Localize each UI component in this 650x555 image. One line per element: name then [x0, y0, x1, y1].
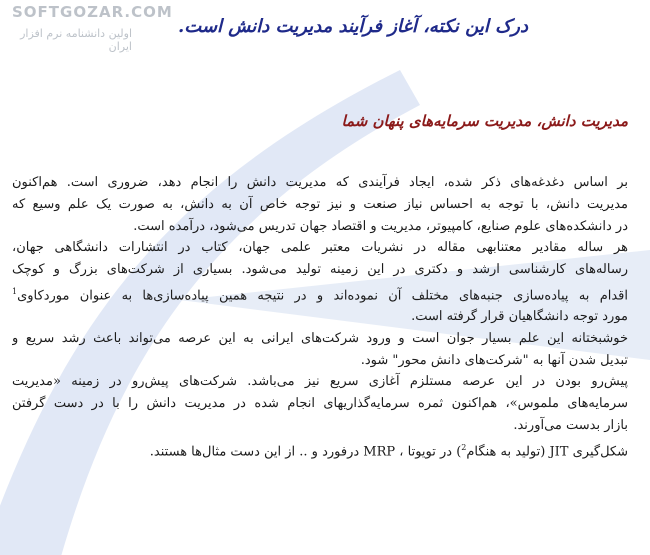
body-line: بر اساس دغدغه‌های ذکر شده، ایجاد فرآیندی که مدیریت دانش را انجام دهد، ضروری است. هم‌اکنون	[12, 175, 628, 190]
body-line: رساله‌های کارشناسی ارشد و دکتری در این زمینه تولید می‌شود. بسیاری از شرکت‌های بزرگ و کوچک	[12, 262, 628, 278]
body-line: پیش‌رو بودن در این عرصه مستلزم آغازی سریع نیز می‌باشد. شرکت‌های پیش‌رو در زمینه «مدیریت	[12, 374, 628, 390]
footnote-marker: 2	[461, 442, 467, 452]
body-line-with-footnote	[12, 437, 628, 463]
body-line: بازار بدست می‌آورند.	[513, 417, 628, 433]
body-line: تبدیل شدن آنها به "شرکت‌های دانش محور" شود.	[360, 352, 628, 368]
page-heading: درک این نکته، آغاز فرآیند مدیریت دانش است.	[178, 16, 528, 37]
body-line-text: ) در تویوتا ، MRP درفورد و .. از این دست مثال‌ها هستند.	[149, 444, 462, 460]
watermark	[12, 3, 212, 75]
body-line: خوشبختانه این علم بسیار جوان است و ورود شرکت‌های ایرانی به این عرصه می‌تواند باعث رشد سریع و	[12, 330, 628, 346]
watermark-tagline: اولین دانشنامه نرم افزار ایران	[20, 27, 132, 53]
watermark-logo-text: SOFTGOZAR.COM	[12, 3, 173, 21]
body-line-text: شکل‌گیری JIT (تولید به هنگام	[466, 444, 628, 460]
body-line: سرمایه‌های ملموس»، هم‌اکنون ثمره سرمایه‌گذاریهای انجام شده در مدیریت دانش را با در دست گرفتن	[12, 396, 628, 412]
body-line: مدیریت دانش، با توجه به احساس نیاز صنعت و نیز توجه خاص آن به دانش، به صورت یک علم وسیع که	[12, 196, 628, 212]
body-text	[12, 172, 628, 463]
body-line: در دانشکده‌های علوم صنایع، کامپیوتر، مدیریت و اقتصاد جهان تدریس می‌شود، درآمده است.	[133, 218, 628, 234]
section-subheading: مدیریت دانش، مدیریت سرمایه‌های پنهان شما	[341, 112, 628, 130]
body-line: مورد توجه دانشگاهیان قرار گرفته است.	[411, 308, 628, 324]
footnote-marker: 1	[12, 286, 18, 296]
body-line-with-footnote	[12, 281, 628, 306]
body-line: هر ساله مقادیر معتنابهی مقاله در نشریات معتبر علمی جهان، کتاب در انتشارات دانشگاهی جهان،	[12, 240, 628, 256]
body-line-text: اقدام به پیاده‌سازی جنبه‌های مختلف آن نموده‌اند و در نتیجه همین پیاده‌سازی‌ها به عنوان موردکاوی	[17, 288, 628, 304]
